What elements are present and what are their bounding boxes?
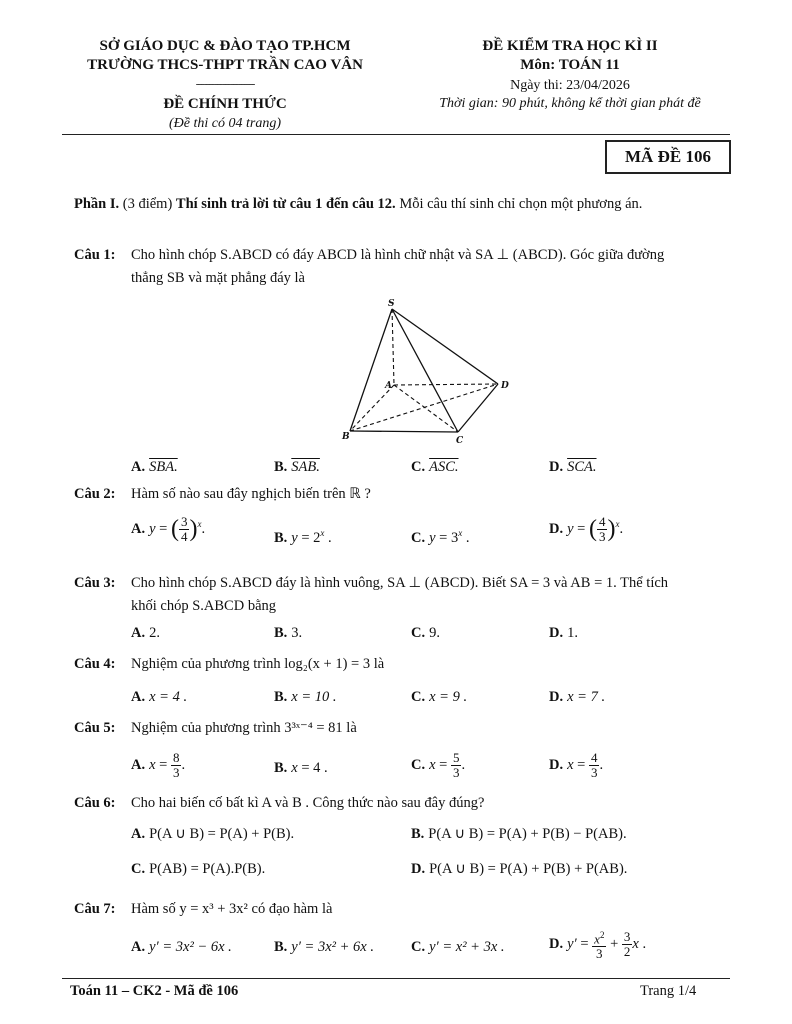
part1-instruction (74, 196, 642, 213)
q3-option-c[interactable]: C. 9. (411, 625, 440, 641)
q6-option-d[interactable]: D. P(A ∪ B) = P(A) + P(B) + P(AB). (411, 861, 628, 877)
q4-number: Câu 4: (74, 656, 116, 672)
page-number: Trang 1/4 (640, 983, 697, 999)
q1-option-c[interactable]: C. ASC. (411, 459, 459, 475)
q5-option-c[interactable]: C. x = $\frac{5}{3}$ . (411, 750, 466, 780)
part1-label: Phần I. (74, 196, 120, 212)
label-b: B (342, 432, 350, 442)
q5-option-b[interactable]: B. x = 4 . (274, 760, 328, 776)
q3-number: Câu 3: (74, 575, 116, 591)
school-name: TRƯỜNG THCS-THPT TRẦN CAO VÂN (87, 57, 363, 73)
q6-option-c[interactable]: C. P(AB) = P(A).P(B). (131, 861, 266, 877)
q5-option-d[interactable]: D. x = $\frac{4}{3}$ . (549, 750, 604, 780)
exam-code-box: MÃ ĐỀ 106 (605, 140, 731, 174)
q1-option-a[interactable]: A. SBA. (131, 459, 178, 475)
label-c: C (456, 436, 464, 445)
q5-text: Nghiệm của phương trình 3³ˣ⁻⁴ = 81 là (131, 720, 357, 736)
subject: Môn: TOÁN 11 (520, 57, 620, 73)
q7-option-a[interactable]: A. y′ = 3x² − 6x . (131, 939, 232, 955)
q1-number: Câu 1: (74, 247, 116, 263)
q4-text: Nghiệm của phương trình log₂(x + 1) = 3 là (131, 656, 385, 672)
q2-option-b[interactable]: B. $y = 2^x$ . (274, 528, 332, 546)
header-dashes: ---------------------- (195, 78, 255, 90)
q7-number: Câu 7: (74, 901, 116, 917)
exam-date: Ngày thi: 23/04/2026 (510, 78, 630, 93)
q7-text: Hàm số y = x³ + 3x² có đạo hàm là (131, 901, 333, 917)
exam-time: Thời gian: 90 phút, không kể thời gian phát đề (439, 96, 701, 111)
header-rule (62, 134, 730, 135)
q7-option-b[interactable]: B. y′ = 3x² + 6x . (274, 939, 374, 955)
footer-rule (62, 978, 730, 979)
q2-option-d[interactable]: D. y = ( $\frac{4}{3}$ )$^x$. (549, 514, 624, 544)
footer-left: Toán 11 – CK2 - Mã đề 106 (70, 983, 239, 999)
q7-option-d[interactable]: D. y′ = $\frac{x^2}{3}$ + $\frac{3}{2}$ x . (549, 929, 647, 962)
q7-option-c[interactable]: C. y′ = x² + 3x . (411, 939, 505, 955)
q2-text: Hàm số nào sau đây nghịch biến trên ℝ ? (131, 486, 371, 502)
q4-option-b[interactable]: B. x = 10 . (274, 689, 337, 705)
official-label: ĐỀ CHÍNH THỨC (163, 96, 287, 112)
part1-points: (3 điểm) (122, 196, 173, 212)
q2-option-a[interactable]: A. y = ( $\frac{3}{4}$ )$^x$. (131, 514, 206, 544)
q1-text-line2: thẳng SB và mặt phẳng đáy là (131, 270, 305, 286)
exam-title: ĐỀ KIỂM TRA HỌC KÌ II (482, 38, 658, 54)
q1-option-d[interactable]: D. SCA. (549, 459, 597, 475)
q4-option-d[interactable]: D. x = 7 . (549, 689, 606, 705)
q3-option-d[interactable]: D. 1. (549, 625, 578, 641)
q3-option-b[interactable]: B. 3. (274, 625, 303, 641)
pyramid-figure (330, 295, 520, 445)
label-a: A (385, 381, 392, 391)
q5-option-a[interactable]: A. x = $\frac{8}{3}$ . (131, 750, 186, 780)
q1-option-b[interactable]: B. SAB. (274, 459, 320, 475)
q5-number: Câu 5: (74, 720, 116, 736)
part1-rest: Mỗi câu thí sinh chỉ chọn một phương án. (399, 196, 643, 212)
department-name: SỞ GIÁO DỤC & ĐÀO TẠO TP.HCM (99, 38, 351, 54)
page-count-note: (Đề thi có 04 trang) (169, 116, 281, 131)
q4-option-a[interactable]: A. x = 4 . (131, 689, 188, 705)
label-s: S (388, 299, 395, 309)
q3-option-a[interactable]: A. 2. (131, 625, 160, 641)
q3-text-line2: khối chóp S.ABCD bằng (131, 598, 276, 614)
q6-number: Câu 6: (74, 795, 116, 811)
label-d: D (501, 381, 509, 391)
q6-option-a[interactable]: A. P(A ∪ B) = P(A) + P(B). (131, 826, 295, 842)
q2-option-c[interactable]: C. $y = 3^x$ . (411, 528, 470, 546)
q1-text-line1: Cho hình chóp S.ABCD có đáy ABCD là hình chữ nhật và SA ⊥ (ABCD). Góc giữa đường (131, 247, 665, 263)
part1-bold: Thí sinh trả lời từ câu 1 đến câu 12. (175, 196, 396, 212)
q6-option-b[interactable]: B. P(A ∪ B) = P(A) + P(B) − P(AB). (411, 826, 627, 842)
q2-number: Câu 2: (74, 486, 116, 502)
q3-text-line1: Cho hình chóp S.ABCD đáy là hình vuông, SA ⊥ (ABCD). Biết SA = 3 và AB = 1. Thể tích (131, 575, 669, 591)
q6-text: Cho hai biến cố bất kì A và B . Công thức nào sau đây đúng? (131, 795, 485, 811)
q4-option-c[interactable]: C. x = 9 . (411, 689, 468, 705)
